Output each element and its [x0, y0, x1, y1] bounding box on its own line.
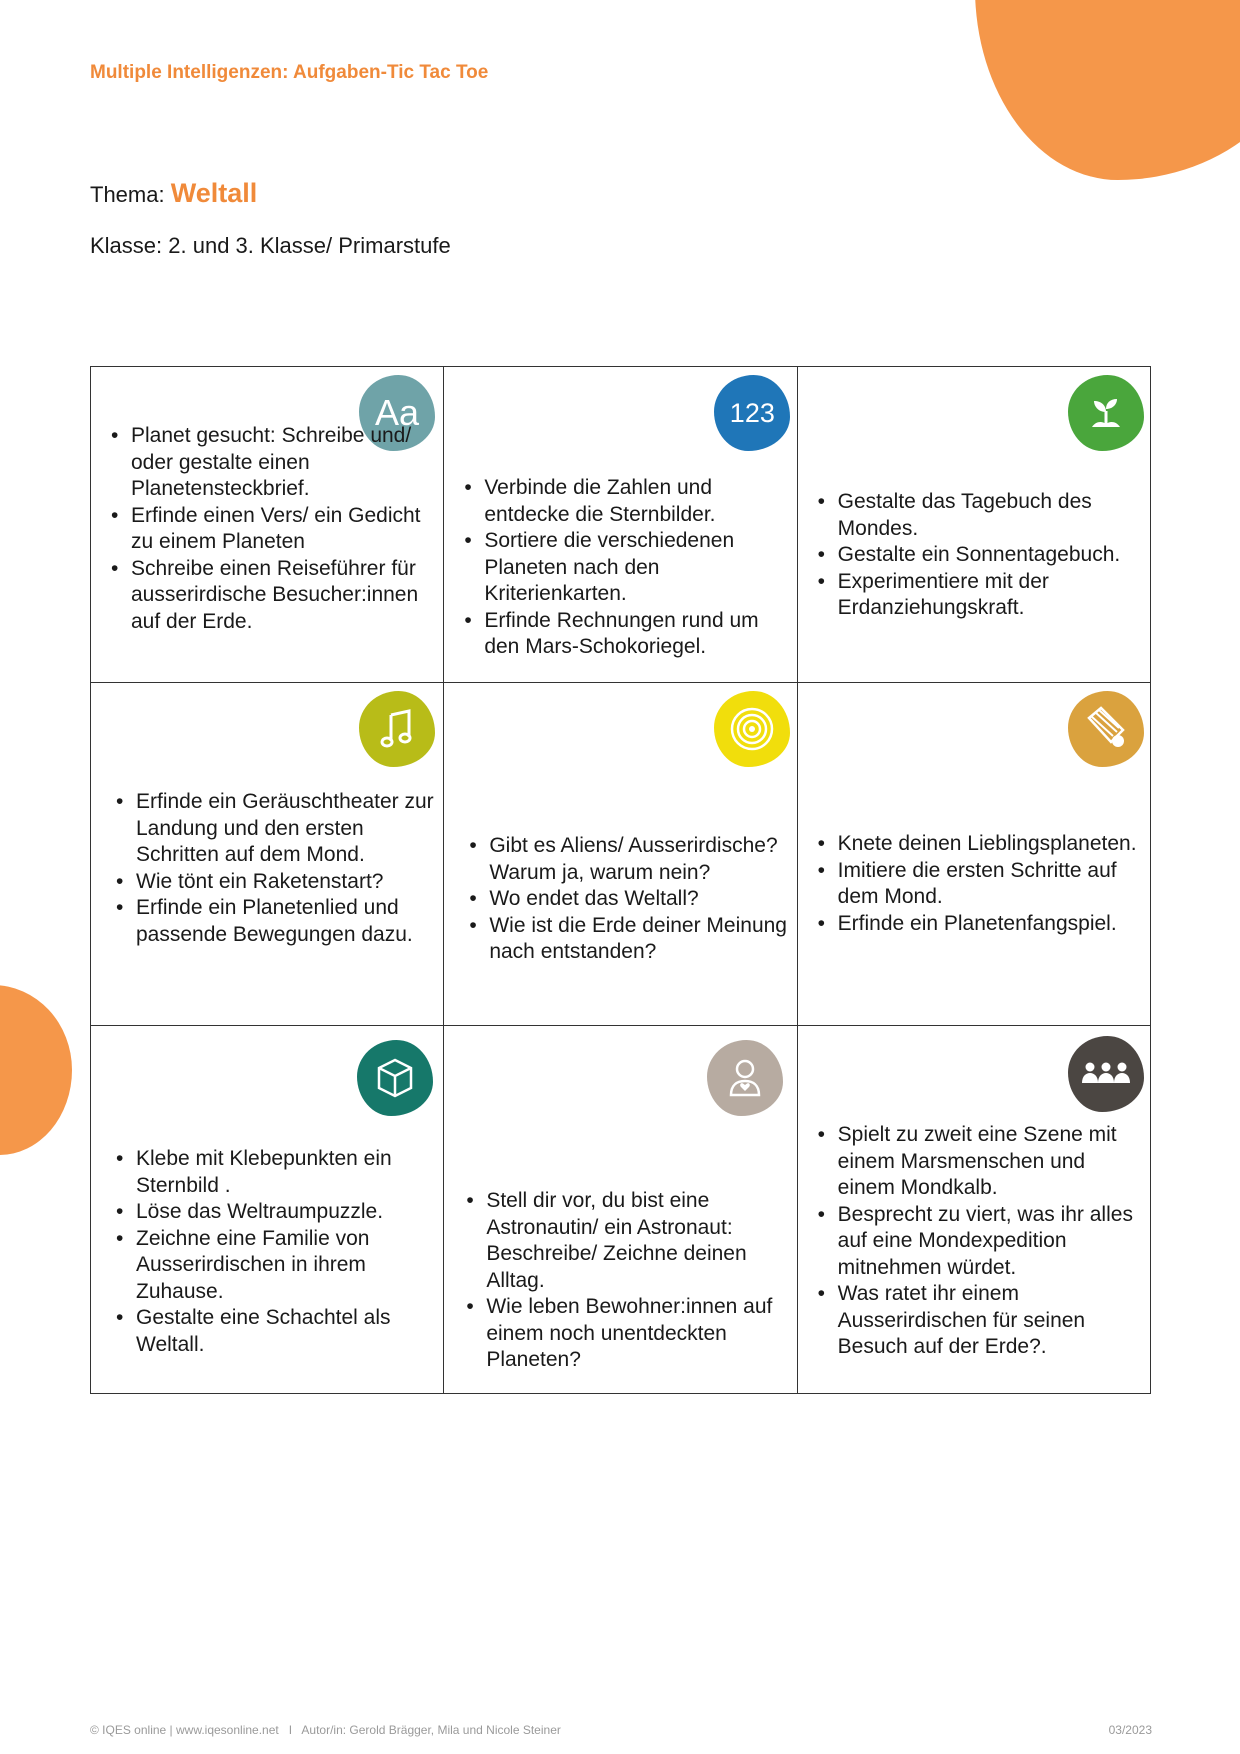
grid-cell-naturalistic [797, 367, 1150, 683]
footer-date: 03/2023 [1108, 1723, 1152, 1737]
numbers-123-icon: 123 [714, 375, 790, 451]
task-list [96, 1146, 436, 1358]
task-item: • Löse das Weltraumpuzzle. [136, 1199, 436, 1226]
music-note-icon [359, 691, 435, 767]
task-item: • Erfinde Rechnungen rund um den Mars-Schokoriegel. [484, 608, 784, 661]
grid-cell-linguistic [91, 367, 444, 683]
task-item: • Wo endet das Weltall? [489, 886, 789, 913]
task-item: • Wie leben Bewohner:innen auf einem noch unentdeckten Planeten? [486, 1294, 786, 1374]
task-item: • Gestalte eine Schachtel als Weltall. [136, 1305, 436, 1358]
tic-tac-toe-grid [90, 366, 1151, 1394]
task-item: • Schreibe einen Reiseführer für ausserirdische Besucher:innen auf der Erde. [131, 556, 431, 636]
task-item: • Wie tönt ein Raketenstart? [136, 869, 436, 896]
grid-cell-intrapersonal [444, 683, 797, 1026]
footer-copyright: © IQES online | www.iqesonline.net I Autor/in: Gerold Brägger, Mila und Nicole Steiner [90, 1723, 561, 1737]
task-item: • Erfinde ein Planetenlied und passende Bewegungen dazu. [136, 895, 436, 948]
grid-row [91, 367, 1151, 683]
grid-cell-bodily-kinesthetic [797, 683, 1150, 1026]
concentric-circles-icon [714, 691, 790, 767]
topic-label: Thema: [90, 182, 171, 207]
task-list [449, 833, 789, 966]
topic-value: Weltall [170, 178, 258, 208]
document-header-title: Multiple Intelligenzen: Aufgaben-Tic Tac Toe [90, 62, 489, 83]
task-item: • Erfinde einen Vers/ ein Gedicht zu einem Planeten [131, 503, 431, 556]
person-heart-icon [707, 1040, 783, 1116]
task-item: • Stell dir vor, du bist eine Astronautin/ ein Astronaut: Beschreibe/ Zeichne deinen Alltag. [486, 1188, 786, 1294]
task-list [798, 831, 1138, 937]
grid-cell-spatial [91, 1026, 444, 1394]
task-item: • Planet gesucht: Schreibe und/ oder gestalte einen Planetensteckbrief. [131, 423, 431, 503]
task-item: • Erfinde ein Geräuschtheater zur Landung und den ersten Schritten auf dem Mond. [136, 789, 436, 869]
grid-row [91, 1026, 1151, 1394]
cube-icon [357, 1040, 433, 1116]
task-item: • Erfinde ein Planetenfangspiel. [838, 911, 1138, 938]
task-item: • Wie ist die Erde deiner Meinung nach entstanden? [489, 913, 789, 966]
task-item: • Gestalte das Tagebuch des Mondes. [838, 489, 1138, 542]
task-list [444, 475, 784, 661]
task-list [798, 1122, 1138, 1361]
task-item: • Was ratet ihr einem Ausserirdischen für seinen Besuch auf der Erde?. [838, 1281, 1138, 1361]
task-item: • Knete deinen Lieblingsplaneten. [838, 831, 1138, 858]
grade-line: Klasse: 2. und 3. Klasse/ Primarstufe [90, 233, 451, 258]
grid-cell-musical [91, 683, 444, 1026]
task-item: • Sortiere die verschiedenen Planeten nach den Kriterienkarten. [484, 528, 784, 608]
task-item: • Gestalte ein Sonnentagebuch. [838, 542, 1138, 569]
grid-cell-interpersonal [797, 1026, 1150, 1394]
letters-aa-icon: Aa [359, 375, 435, 451]
shuttlecock-icon [1068, 691, 1144, 767]
task-list [96, 789, 436, 948]
task-item: • Verbinde die Zahlen und entdecke die Sternbilder. [484, 475, 784, 528]
sprout-icon [1068, 375, 1144, 451]
task-list [446, 1188, 786, 1374]
grid-cell-self-reflective [444, 1026, 797, 1394]
grid-row [91, 683, 1151, 1026]
task-item: • Besprecht zu viert, was ihr alles auf eine Mondexpedition mitnehmen würdet. [838, 1202, 1138, 1282]
grid-cell-logical [444, 367, 797, 683]
task-item: • Zeichne eine Familie von Ausserirdischen in ihrem Zuhause. [136, 1226, 436, 1306]
task-list [798, 489, 1138, 622]
topic-line [90, 178, 257, 209]
decorative-orange-shape-top [975, 0, 1240, 180]
task-item: • Imitiere die ersten Schritte auf dem Mond. [838, 858, 1138, 911]
task-item: • Klebe mit Klebepunkten ein Sternbild . [136, 1146, 436, 1199]
task-item: • Experimentiere mit der Erdanziehungskraft. [838, 569, 1138, 622]
task-item: • Gibt es Aliens/ Ausserirdische? Warum ja, warum nein? [489, 833, 789, 886]
decorative-orange-shape-left [0, 985, 72, 1155]
group-people-icon [1068, 1036, 1144, 1112]
task-list [91, 423, 431, 635]
task-item: • Spielt zu zweit eine Szene mit einem Marsmenschen und einem Mondkalb. [838, 1122, 1138, 1202]
